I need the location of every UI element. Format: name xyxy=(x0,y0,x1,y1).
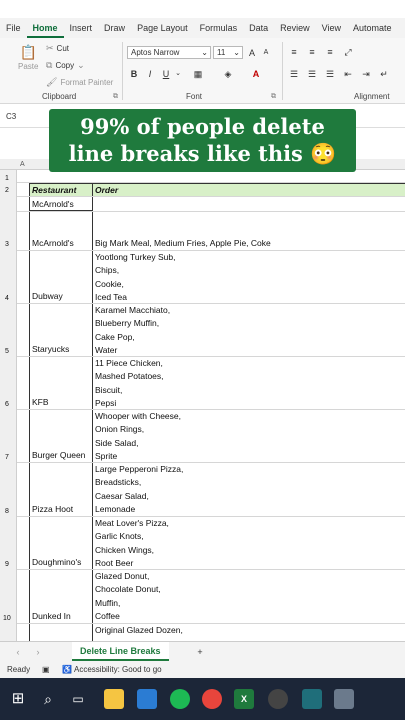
title-banner xyxy=(49,109,356,172)
windows-start-icon[interactable]: ⊞ xyxy=(11,690,25,707)
tab-home[interactable]: Home xyxy=(27,18,64,38)
italic-icon[interactable]: I xyxy=(148,69,152,79)
row-number: 8 xyxy=(5,508,9,515)
restaurant-cell[interactable]: KFB xyxy=(29,357,93,409)
status-ready: Ready xyxy=(7,665,31,674)
align-top-icon[interactable]: ≡ xyxy=(291,47,297,57)
table-row xyxy=(17,304,405,357)
restaurant-cell[interactable]: Dubway xyxy=(29,251,93,303)
font-launcher-icon[interactable]: ⧉ xyxy=(271,93,276,100)
name-box[interactable]: C3 xyxy=(6,112,17,121)
header-order[interactable]: Order xyxy=(93,183,405,196)
add-sheet-icon[interactable]: + xyxy=(197,647,203,657)
tab-data[interactable]: Data xyxy=(249,23,269,33)
alignment-group xyxy=(284,38,405,104)
order-cell[interactable]: Yootlong Turkey Sub, Chips, Cookie, Iced Tea xyxy=(95,252,176,302)
paste-button[interactable]: 📋 Paste xyxy=(18,44,39,71)
wrap-text-icon[interactable]: ↵ xyxy=(380,69,388,79)
brush-icon: 🖌 xyxy=(46,77,58,87)
tab-file[interactable]: File xyxy=(6,23,21,33)
file-explorer-icon[interactable] xyxy=(104,689,124,709)
align-middle-icon[interactable]: ≡ xyxy=(309,47,315,57)
divider xyxy=(122,42,123,100)
status-bar xyxy=(0,661,405,678)
spotify-icon[interactable] xyxy=(170,689,190,709)
align-right-icon[interactable]: ☰ xyxy=(325,69,335,79)
row-number: 6 xyxy=(5,401,9,408)
decrease-font-icon[interactable]: A xyxy=(263,49,269,56)
align-bottom-icon[interactable]: ≡ xyxy=(327,47,333,57)
table-row xyxy=(17,624,405,641)
bold-icon[interactable]: B xyxy=(130,69,138,79)
restaurant-cell[interactable]: McArnold's xyxy=(29,197,93,211)
sheet-tab-bar xyxy=(0,641,405,661)
row-number: 2 xyxy=(5,187,9,194)
order-cell[interactable]: Meat Lover's Pizza, Garlic Knots, Chicken Wings, Root Beer xyxy=(95,518,169,568)
font-group xyxy=(124,38,280,104)
chevron-down-icon: ⌄ xyxy=(77,60,85,70)
scissors-icon: ✂ xyxy=(46,43,54,53)
status-accessibility[interactable]: Accessibility: Good to go xyxy=(74,665,162,674)
restaurant-cell[interactable] xyxy=(29,624,93,641)
restaurant-cell[interactable]: Pizza Hoot xyxy=(29,463,93,516)
table-row xyxy=(17,212,405,251)
tab-automate[interactable]: Automate xyxy=(353,23,392,33)
app-icon[interactable] xyxy=(302,689,322,709)
divider xyxy=(282,42,283,100)
font-color-icon[interactable]: A xyxy=(252,69,260,79)
order-cell[interactable]: Whooper with Cheese, Onion Rings, Side Salad, Sprite xyxy=(95,411,181,461)
order-cell[interactable]: 11 Piece Chicken, Mashed Potatoes, Biscuit, Pepsi xyxy=(95,358,164,408)
tab-insert[interactable]: Insert xyxy=(69,23,93,33)
row-number: 3 xyxy=(5,241,9,248)
cut-button[interactable]: ✂ Cut xyxy=(46,43,69,53)
banner-line-1: 99% of people delete xyxy=(80,114,325,139)
chevron-right-icon[interactable]: › xyxy=(36,647,40,657)
chrome-icon[interactable] xyxy=(202,689,222,709)
table-row xyxy=(17,357,405,410)
orientation-icon[interactable]: ⤢ xyxy=(344,47,352,57)
borders-icon[interactable]: ▦ xyxy=(193,69,203,79)
format-painter-button[interactable]: 🖌 Format Painter xyxy=(46,77,114,87)
alignment-label: Alignment xyxy=(354,92,390,101)
order-cell[interactable]: Large Pepperoni Pizza, Breadsticks, Caesar Salad, Lemonade xyxy=(95,464,184,514)
font-name-select[interactable]: Aptos Narrow ⌄ xyxy=(127,46,211,59)
table-row xyxy=(17,410,405,463)
mail-icon[interactable] xyxy=(137,689,157,709)
font-label: Font xyxy=(186,92,203,101)
restaurant-cell[interactable]: Doughmino's xyxy=(29,517,93,569)
order-cell[interactable]: Karamel Macchiato, Blueberry Muffin, Cake Pop, Water xyxy=(95,305,171,355)
restaurant-cell[interactable]: Dunked In xyxy=(29,570,93,623)
copy-button[interactable]: ⧉ Copy ⌄ xyxy=(46,60,85,70)
align-left-icon[interactable]: ☰ xyxy=(289,69,299,79)
underline-icon[interactable]: U xyxy=(162,69,170,79)
increase-font-icon[interactable]: A xyxy=(248,48,255,58)
tab-review[interactable]: Review xyxy=(280,23,310,33)
paste-icon: 📋 xyxy=(19,44,37,60)
row-number: 4 xyxy=(5,295,9,302)
search-icon[interactable]: ⌕ xyxy=(44,691,52,707)
tab-formulas[interactable]: Formulas xyxy=(199,23,238,33)
fill-color-icon[interactable]: ◈ xyxy=(224,69,232,79)
table-row xyxy=(17,197,405,212)
chevron-down-icon[interactable]: ⌄ xyxy=(175,70,181,77)
restaurant-cell[interactable]: McArnold's xyxy=(29,212,93,250)
chevron-down-icon: ⌄ xyxy=(233,48,240,57)
header-restaurant[interactable]: Restaurant xyxy=(29,183,93,196)
order-cell[interactable]: Glazed Donut, Chocolate Donut, Muffin, Coffee xyxy=(95,571,161,621)
clipboard-label: Clipboard xyxy=(42,92,77,101)
tab-page-layout[interactable]: Page Layout xyxy=(137,23,188,33)
ribbon-tabs xyxy=(0,18,405,38)
table-row xyxy=(17,517,405,570)
accessibility-icon[interactable]: ♿ xyxy=(62,665,72,674)
table-row xyxy=(17,463,405,517)
sheet-tab-delete-line-breaks[interactable]: Delete Line Breaks xyxy=(72,642,169,661)
ribbon xyxy=(0,38,405,104)
taskbar xyxy=(0,678,405,720)
task-view-icon[interactable]: ▭ xyxy=(72,692,84,706)
row-number: 7 xyxy=(5,454,9,461)
calculator-icon[interactable] xyxy=(334,689,354,709)
table-row xyxy=(17,570,405,624)
column-a-header[interactable]: A xyxy=(20,161,25,168)
copy-icon: ⧉ xyxy=(46,60,53,70)
decrease-indent-icon[interactable]: ⇤ xyxy=(344,69,352,79)
font-size-select[interactable]: 11 ⌄ xyxy=(213,46,243,59)
clipboard-group xyxy=(0,38,120,104)
recorder-icon[interactable] xyxy=(268,689,288,709)
macro-icon[interactable]: ▣ xyxy=(42,665,50,674)
restaurant-cell[interactable]: Staryucks xyxy=(29,304,93,356)
row-number: 5 xyxy=(5,348,9,355)
banner-line-2: line breaks like this 😳 xyxy=(68,141,337,166)
increase-indent-icon[interactable]: ⇥ xyxy=(362,69,370,79)
tab-draw[interactable]: Draw xyxy=(104,23,126,33)
chevron-down-icon: ⌄ xyxy=(201,48,208,57)
excel-icon[interactable]: X xyxy=(234,689,254,709)
table-row xyxy=(17,251,405,304)
restaurant-cell[interactable]: Burger Queen xyxy=(29,410,93,462)
order-cell[interactable]: Big Mark Meal, Medium Fries, Apple Pie, Coke xyxy=(95,237,271,248)
row-number: 9 xyxy=(5,561,9,568)
row-number: 1 xyxy=(5,175,9,182)
tab-view[interactable]: View xyxy=(321,23,342,33)
order-cell[interactable]: Original Glazed Dozen, xyxy=(95,625,183,635)
row-number: 10 xyxy=(3,615,11,622)
chevron-left-icon[interactable]: ‹ xyxy=(16,647,20,657)
clipboard-launcher-icon[interactable]: ⧉ xyxy=(113,93,118,100)
table-row xyxy=(17,183,405,197)
align-center-icon[interactable]: ☰ xyxy=(307,69,317,79)
